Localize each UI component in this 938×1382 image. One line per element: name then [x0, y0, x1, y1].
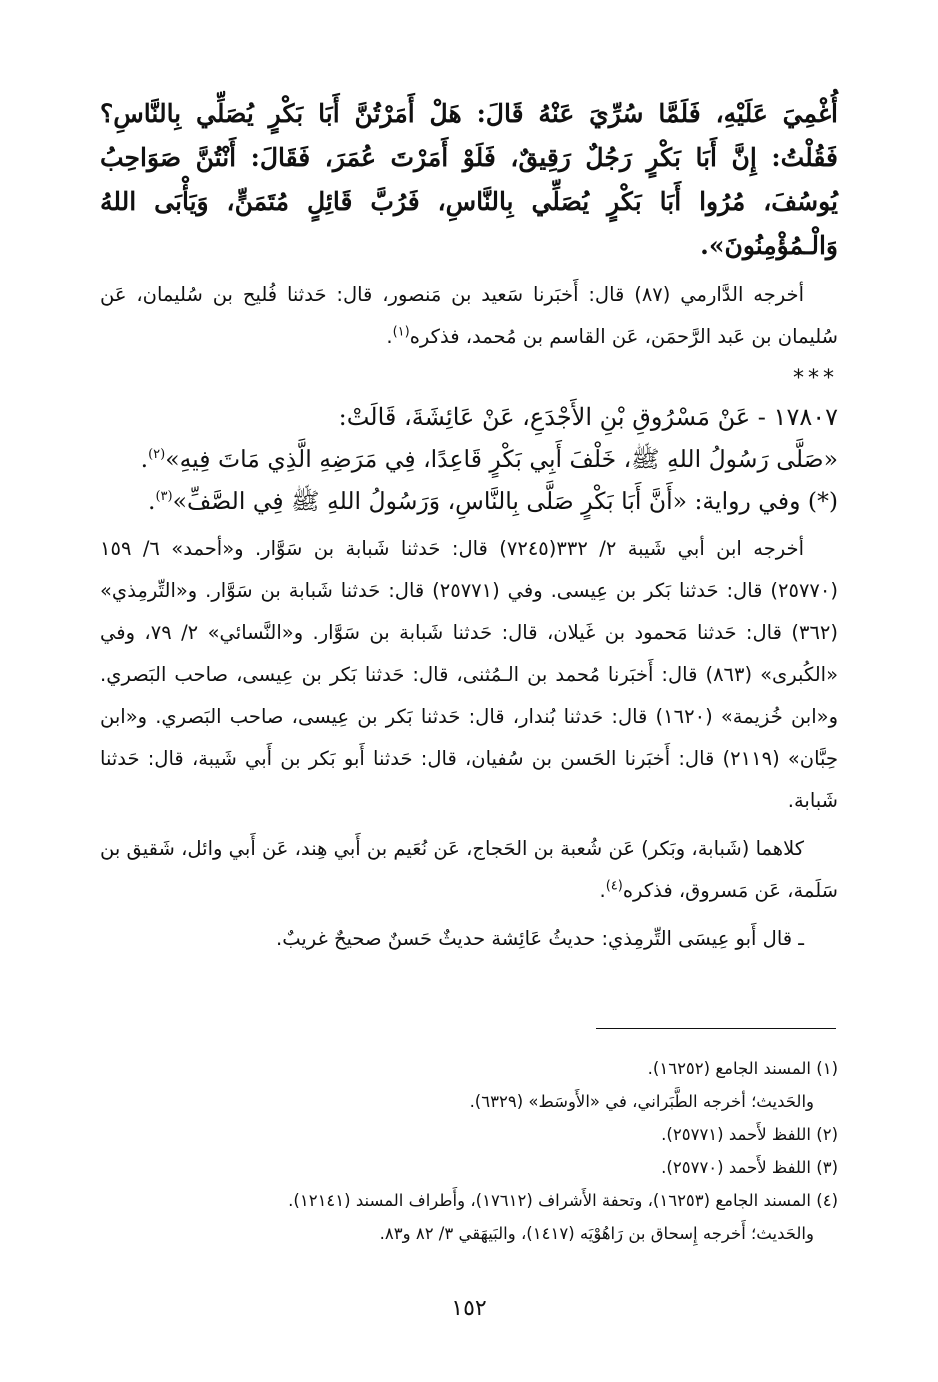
footnote-ref-3[interactable]: (٣): [155, 489, 173, 505]
footnote-4: (٤) المسند الجامع (١٦٢٥٣)، وتحفة الأَشراف (١٧٦١٢)، وأَطراف المسند (١٢١٤١).: [288, 1191, 838, 1210]
tirmidhi-grading: ـ قال أَبو عِيسَى التِّرمِذي: حديثُ عَائِشة حديثٌ حَسنٌ صحيحٌ غريبٌ.: [276, 927, 804, 950]
hadith-heading: ١٧٨٠٧ - عَنْ مَسْرُوقِ بْنِ الأَجْدَعِ، عَنْ عَائِشَةَ، قَالَتْ:: [338, 403, 838, 431]
footnote-4-continuation: والحَديث؛ أَخرجه إِسحاق بن رَاهُوْيَه (١٤١٧)، والبَيهَقي ٣/ ٨٢ و٨٣.: [379, 1224, 814, 1243]
page-number: ١٥٢: [451, 1296, 487, 1321]
takhrij-paragraph-3: كلاهما (شَبابة، وبَكر) عَن شُعبة بن الحَجاج، عَن نُعَيم بن أَبي هِند، عَن أَبي وائل، شَقيق بن سَلَمة، عَن مَسروق، فذكره$^{(٤)}$.: [100, 837, 838, 902]
hadith-text: «صَلَّى رَسُولُ اللهِ ﷺ، خَلْفَ أَبِي بَكْرٍ قَاعِدًا، فِي مَرَضِهِ الَّذِي مَاتَ فِيهِ»$^{(٢)}$.: [140, 445, 838, 473]
takhrij-paragraph-1: أخرجه الدَّارمي (٨٧) قال: أَخبَرنا سَعيد بن مَنصور، قال: حَدثنا فُليح بن سُليمان، عَن سُليمان بن عَبد الرَّحمَن، عَن القاسم بن مُحمد، فذكره$^{(١)}$.: [100, 283, 838, 348]
footnote-ref-4[interactable]: (٤): [605, 878, 623, 894]
footnote-divider: [596, 1028, 836, 1029]
footnote-3: (٣) اللفظ لأَحمد (٢٥٧٧٠).: [661, 1158, 838, 1177]
footnote-ref-2[interactable]: (٢): [148, 447, 166, 463]
takhrij-paragraph-2: أخرجه ابن أبي شَيبة ٢/ ٣٣٢(٧٢٤٥) قال: حَدثنا شَبابة بن سَوَّار. و«أحمد» ٦/ ١٥٩ (٢٥٧٧٠) قال: حَدثنا بَكر بن عِيسى. وفي (٢٥٧٧١) قال: حَدثنا شَبابة بن سَوَّار. و«التِّرمِذي» (٣٦٢) قال: حَدثنا مَحمود بن غَيلان، قال: حَدثنا شَبابة بن سَوَّار. و«النَّسائي» ٢/ ٧٩، وفي «الكُبرى» (٨٦٣) قال: أَخبَرنا مُحمد بن الـمُثنى، قال: حَدثنا بَكر بن عِيسى، صاحب البَصري. و«ابن خُزيمة» (١٦٢٠) قال: حَدثنا بُندار، قال: حَدثنا بَكر بن عِيسى، صاحب البَصري. و«ابن حِبَّان» (٢١١٩) قال: أَخبَرنا الحَسن بن سُفيان، قال: حَدثنا أَبو بَكر بن أَبي شَيبة، قال: حَدثنا شَبابة.: [100, 537, 839, 812]
footnote-1-continuation: والحَديث؛ أخرجه الطَّبَراني، في «الأَوسَط» (٦٣٢٩).: [469, 1092, 814, 1111]
main-text: [100, 92, 838, 966]
section-separator: ***: [793, 366, 838, 391]
footnote-1: (١) المسند الجامع (١٦٢٥٢).: [647, 1059, 838, 1078]
footnote-2: (٢) اللفظ لأَحمد (٢٥٧٧١).: [661, 1125, 838, 1144]
hadith-continuation: أُغْمِيَ عَلَيْهِ، فَلَمَّا سُرِّيَ عَنْهُ قَالَ: هَلْ أَمَرْتُنَّ أَبَا بَكْرٍ يُصَلِّي بِالنَّاسِ؟ فَقُلْتُ: إِنَّ أَبَا بَكْرٍ رَجُلٌ رَقِيقٌ، فَلَوْ أَمَرْتَ عُمَرَ، فَقَالَ: أَنْتُنَّ صَوَاحِبُ يُوسُفَ، مُرُوا أَبَا بَكْرٍ يُصَلِّي بِالنَّاسِ، فَرُبَّ قَائِلٍ مُتَمَنٍّ، وَيَأْبَى اللهُ وَالْـمُؤْمِنُونَ».: [100, 99, 838, 260]
footnote-ref-1[interactable]: (١): [392, 324, 410, 340]
hadith-variant: (*) وفي رواية: «أَنَّ أَبَا بَكْرٍ صَلَّى بِالنَّاسِ، وَرَسُولُ اللهِ ﷺ فِي الصَّفِّ»$^{(٣)}$.: [147, 487, 838, 515]
footnotes: [100, 1052, 838, 1250]
